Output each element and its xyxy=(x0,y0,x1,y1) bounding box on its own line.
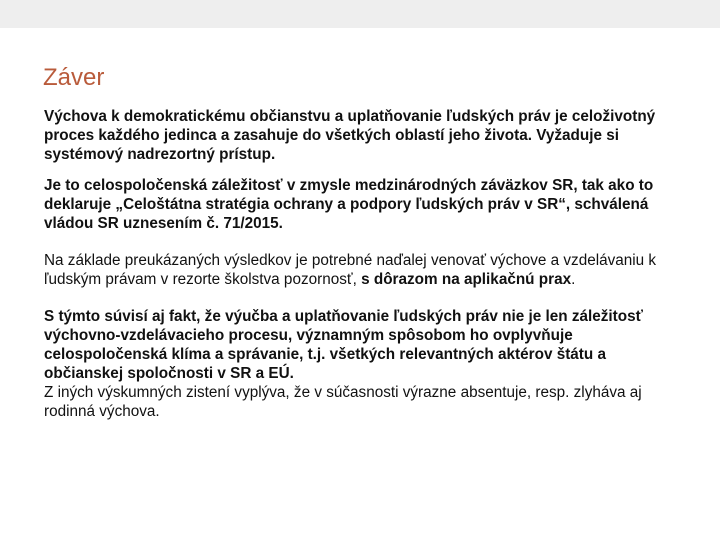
paragraph-family-education: Z iných výskumných zistení vyplýva, že v súčasnosti výrazne absentuje, resp. zlyháva aj rodinná výchova. xyxy=(44,384,642,420)
paragraph-school-sector-text: Na základe preukázaných výsledkov je potrebné naďalej venovať výchove a vzdelávaniu k ľudským právam v rezorte školstva pozornosť, xyxy=(44,252,657,288)
paragraph-lifelong-process: Výchova k demokratickému občianstvu a uplatňovanie ľudských práv je celoživotný proces každého jedinca a zasahuje do všetkých oblastí jeho života. Vyžaduje si systémový nadrezortný prístup. xyxy=(44,108,656,163)
paragraph-school-sector xyxy=(44,251,680,289)
slide-title: Záver xyxy=(43,64,105,91)
slide-content xyxy=(44,107,680,421)
top-band xyxy=(0,0,720,28)
paragraph-school-sector-end: . xyxy=(571,271,576,288)
paragraph-school-sector-emphasis: s dôrazom na aplikačnú prax xyxy=(361,271,572,288)
paragraph-national-strategy: Je to celospoločenská záležitosť v zmysle medzinárodných záväzkov SR, tak ako to deklaruje „Celoštátna stratégia ochrany a podpory ľudských práv v SR“, schválená vládou SR uznesením č. 71/2015. xyxy=(44,177,654,232)
paragraph-social-climate: S týmto súvisí aj fakt, že výučba a uplatňovanie ľudských práv nie je len záležitosť výchovno-vzdelávacieho procesu, významným spôsobom ho ovplyvňuje celospoločenská klíma a správanie, t.j. všetkých relevantných aktérov štátu a občianskej spoločnosti v SR a EÚ. xyxy=(44,308,643,382)
